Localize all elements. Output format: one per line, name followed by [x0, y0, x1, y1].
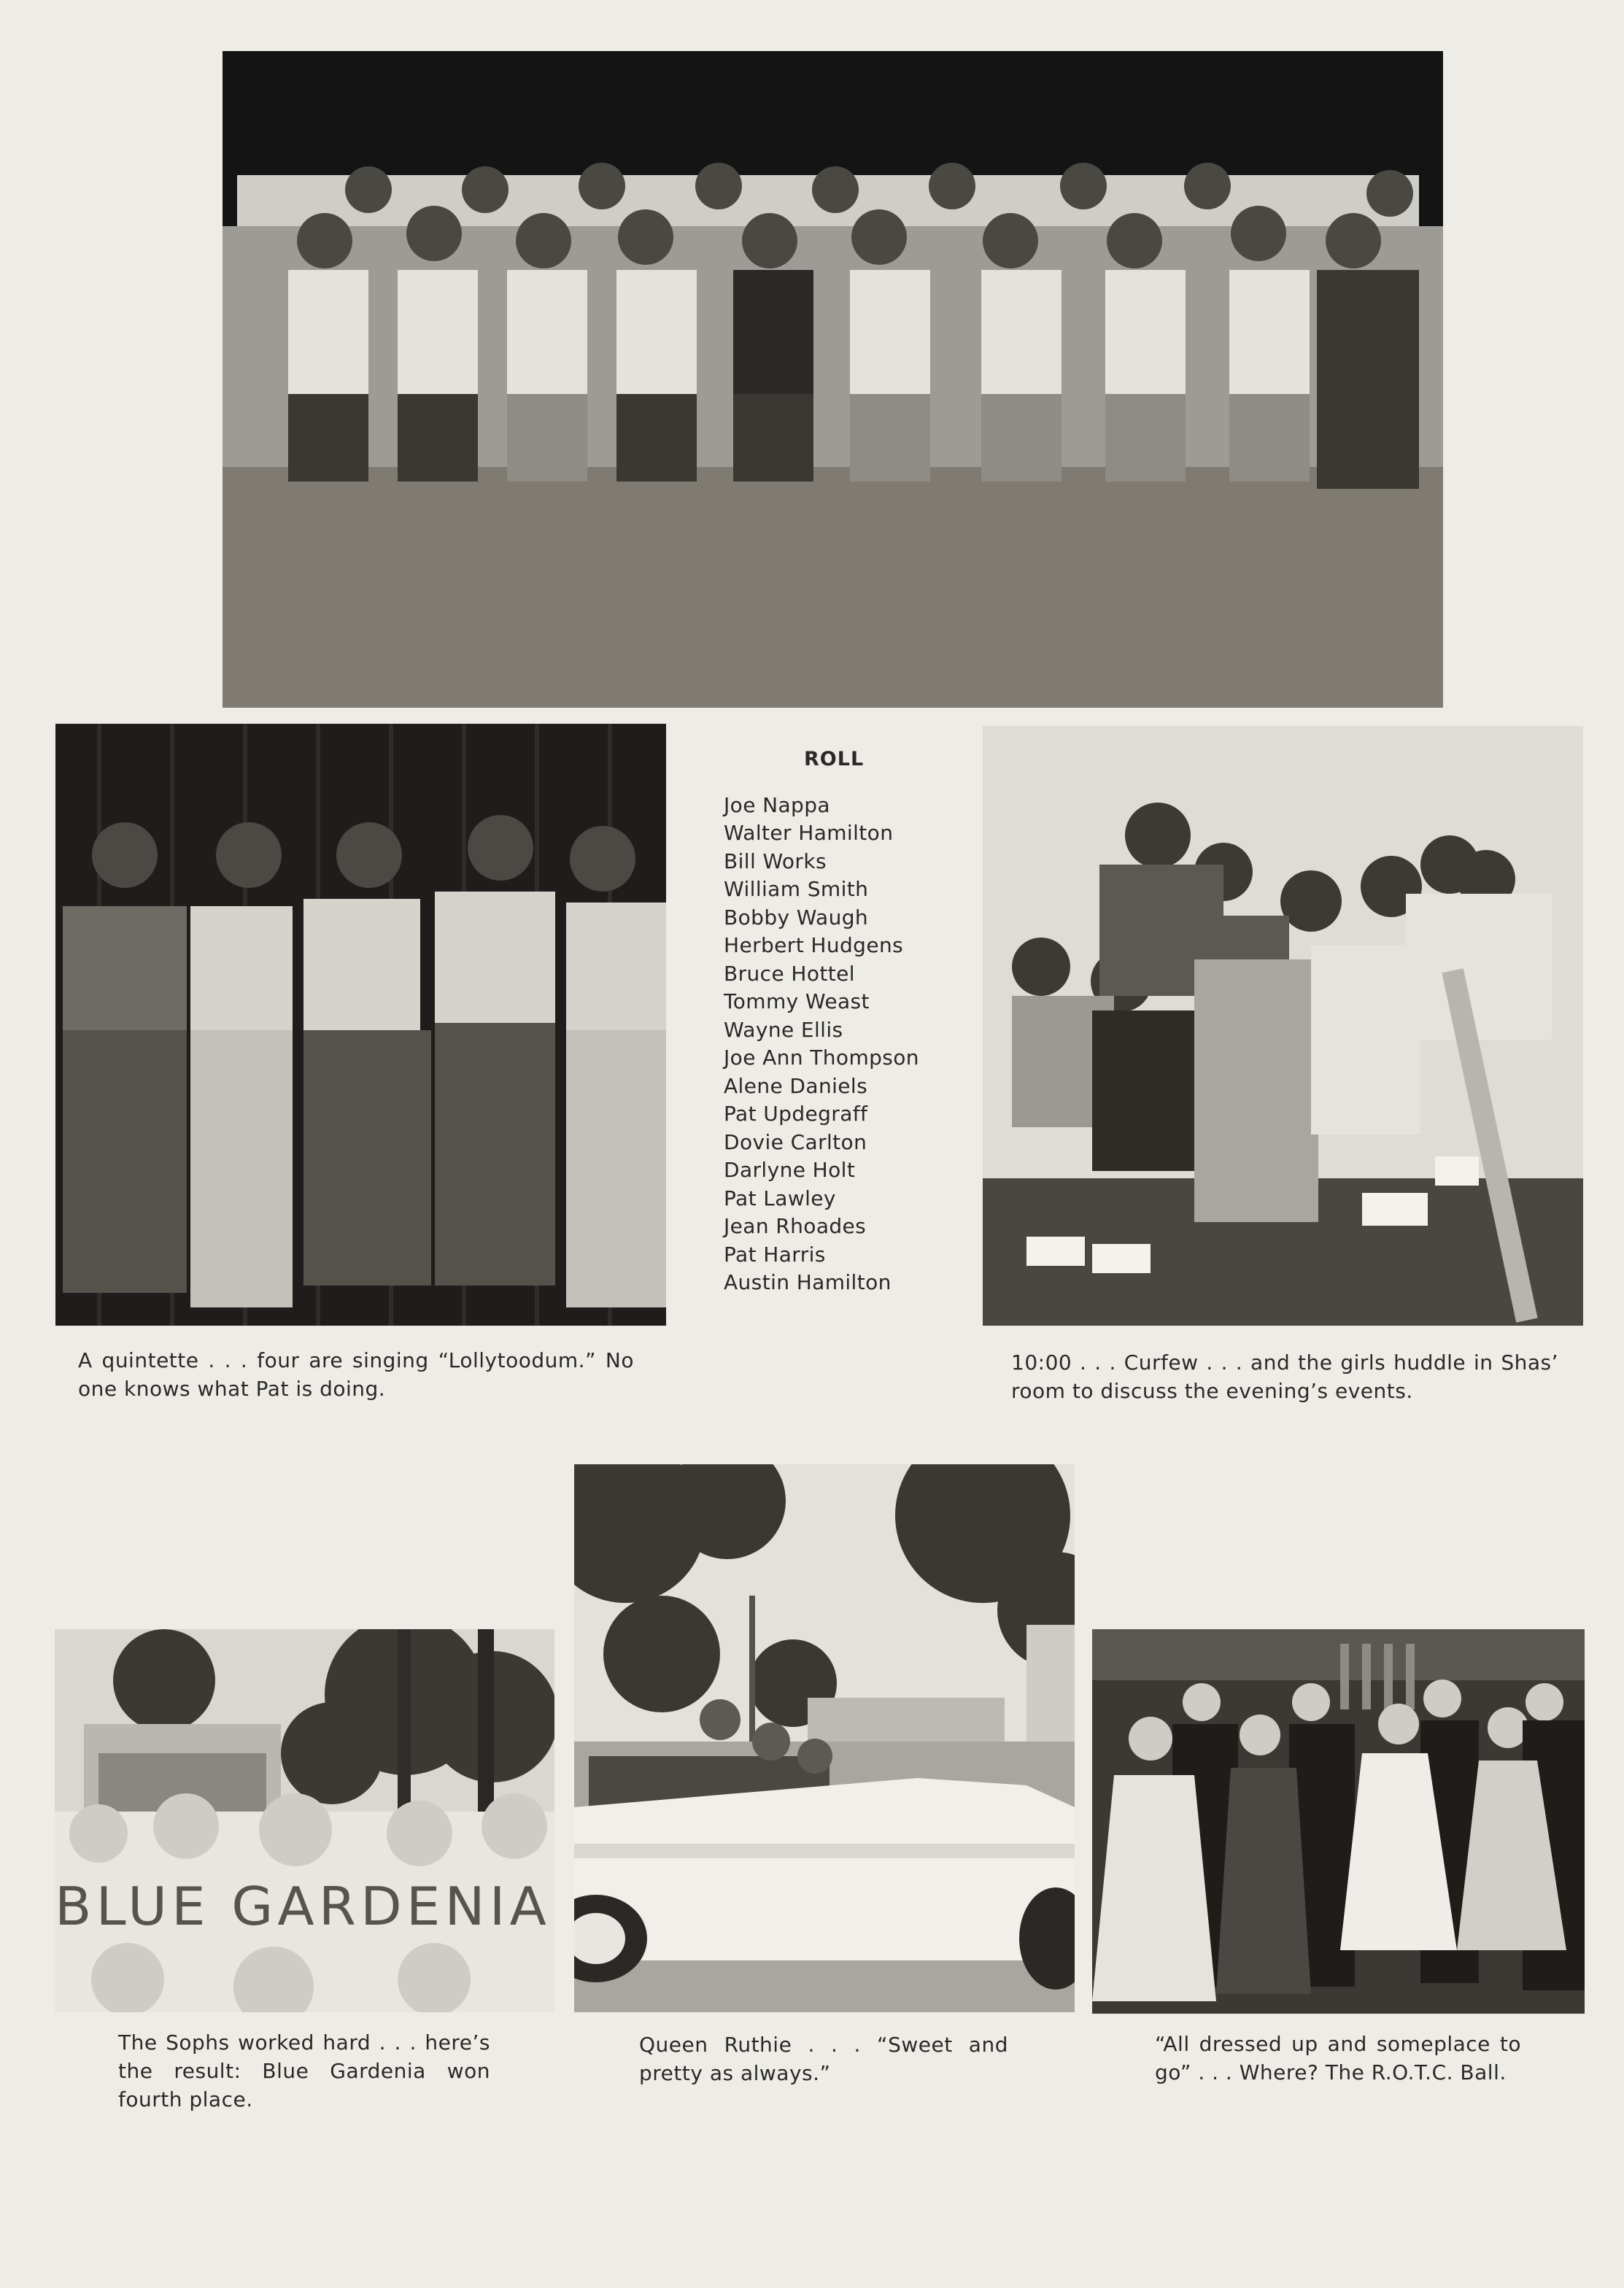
- roll-names: [724, 792, 964, 1297]
- roll-name: William Smith: [724, 877, 869, 901]
- group-photo: [223, 51, 1443, 708]
- roll-name: Dovie Carlton: [724, 1129, 867, 1154]
- roll-name: Pat Updegraff: [724, 1102, 868, 1126]
- roll-name: Herbert Hudgens: [724, 933, 904, 957]
- quintette-photo: [55, 724, 666, 1326]
- roll-name: Bill Works: [724, 849, 827, 873]
- roll-name: Wayne Ellis: [724, 1017, 843, 1042]
- roll-name: Alene Daniels: [724, 1073, 868, 1098]
- ball-caption: “All dressed up and someplace to go” . . . Where? The R.O.T.C. Ball.: [1155, 2032, 1521, 2084]
- roll-name: Joe Ann Thompson: [724, 1046, 919, 1070]
- roll-name: Bruce Hottel: [724, 961, 855, 986]
- roll-name: Walter Hamilton: [724, 821, 894, 845]
- queen-photo: [574, 1464, 1075, 2012]
- roll-name: Joe Nappa: [724, 792, 830, 817]
- ball-photo: [1092, 1629, 1585, 2014]
- roll-name: Pat Harris: [724, 1242, 826, 1267]
- float-sign-text: BLUE GARDENIA: [55, 1876, 551, 1937]
- quintette-caption: A quintette . . . four are singing “Lollytoodum.” No one knows what Pat is doing.: [78, 1348, 634, 1401]
- float-photo: [55, 1629, 554, 2012]
- roll-list: [724, 746, 964, 1297]
- roll-name: Pat Lawley: [724, 1186, 836, 1210]
- roll-name: Austin Hamilton: [724, 1270, 892, 1294]
- curfew-caption: 10:00 . . . Curfew . . . and the girls huddle in Shas’ room to discuss the evening’s events.: [1011, 1350, 1558, 1403]
- roll-title: ROLL: [804, 748, 865, 770]
- roll-name: Jean Rhoades: [724, 1214, 867, 1238]
- queen-caption: Queen Ruthie . . . “Sweet and pretty as always.”: [639, 2033, 1008, 2085]
- roll-name: Tommy Weast: [724, 989, 870, 1013]
- roll-name: Bobby Waugh: [724, 905, 869, 930]
- sophs-caption: The Sophs worked hard . . . here’s the result: Blue Gardenia won fourth place.: [118, 2030, 490, 2111]
- curfew-photo: [983, 726, 1583, 1326]
- roll-name: Darlyne Holt: [724, 1158, 856, 1182]
